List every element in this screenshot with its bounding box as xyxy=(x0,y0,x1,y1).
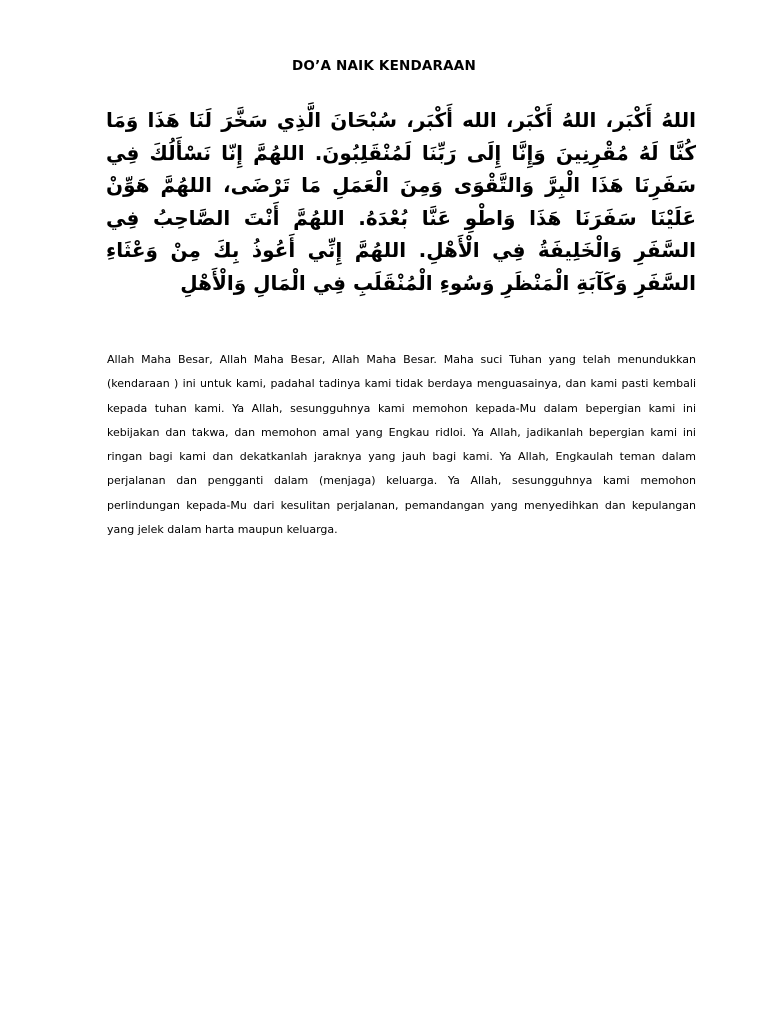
translation-paragraph: Allah Maha Besar, Allah Maha Besar, Allah Maha Besar. Maha suci Tuhan yang telah menundukkan (kendaraan ) ini untuk kami, padahal tadinya kami tidak berdaya menguasainya, dan kami pasti kembali kepada tuhan kami. Ya Allah, sesungguhnya kami memohon kepada-Mu dalam bepergian kami ini kebijakan dan takwa, dan memohon amal yang Engkau ridloi. Ya Allah, jadikanlah bepergian kami ini ringan bagi kami dan dekatkanlah jaraknya yang jauh bagi kami. Ya Allah, Engkaulah teman dalam perjalanan dan pengganti dalam (menjaga) keluarga. Ya Allah, sesungguhnya kami memohon perlindungan kepada-Mu dari kesulitan perjalanan, pemandangan yang menyedihkan dan kepulangan yang jelek dalam harta maupun keluarga. xyxy=(107,353,696,537)
document-title: DO’A NAIK KENDARAAN xyxy=(292,58,476,74)
arabic-prayer-text: اللهُ أَكْبَر، اللهُ أَكْبَر، الله أَكْبَر، سُبْحَانَ الَّذِي سَخَّرَ لَنَا هَذَا وَمَا كُنَّا لَهُ مُقْرِنِينَ وَإِنَّا إِلَى رَبِّنَا لَمُنْقَلِبُونَ. اللهُمَّ إِنّا نَسْأَلُكَ فِي سَفَرِنَا هَذَا الْبِرَّ وَالتَّقْوَى وَمِنَ الْعَمَلِ مَا تَرْضَى، اللهُمَّ هَوِّنْ عَلَيْنَا سَفَرَنَا هَذَا وَاطْوِ عَنَّا بُعْدَهُ. اللهُمَّ أَنْتَ الصَّاحِبُ فِي السَّفَرِ وَالْخَلِيفَةُ فِي الْأَهْلِ. اللهُمَّ إِنِّي أَعُوذُ بِكَ مِنْ وَعْثَاءِ السَّفَرِ وَكَآبَةِ الْمَنْظَرِ وَسُوءِ الْمُنْقَلَبِ فِي الْمَالِ وَالْأَهْلِ xyxy=(106,108,696,295)
